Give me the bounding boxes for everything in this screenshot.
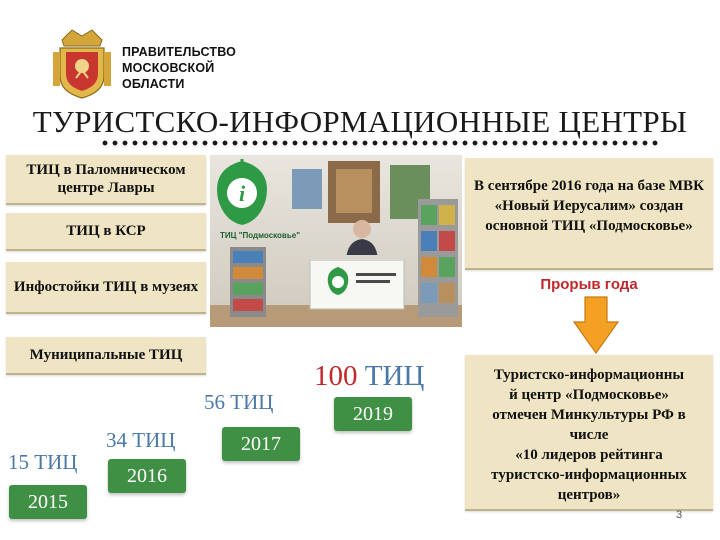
- count-2015: 15 ТИЦ: [8, 450, 78, 474]
- count-2017: 56 ТИЦ: [204, 390, 274, 414]
- sign-info-letter: i: [238, 181, 246, 206]
- page-title: ТУРИСТСКО-ИНФОРМАЦИОННЫЕ ЦЕНТРЫ: [32, 104, 688, 139]
- year-badge-2019: 2019: [334, 397, 412, 431]
- info-box-ranking: [465, 355, 713, 511]
- ranking-line: Туристско-информационны: [493, 367, 685, 383]
- ranking-line: числе: [569, 427, 609, 443]
- info-center-photo: [210, 155, 462, 327]
- ranking-line: й центр «Подмосковье»: [509, 387, 669, 403]
- title-dotted-divider: [100, 140, 660, 146]
- count-2019-number: 100: [314, 360, 358, 392]
- down-arrow-icon: [573, 296, 619, 354]
- highlight-label: Прорыв года: [540, 276, 638, 293]
- year-badge-2016: 2016: [108, 459, 186, 493]
- tile-lavra-center: ТИЦ в Паломническом центре Лавры: [6, 155, 206, 205]
- count-2019: [314, 360, 424, 393]
- page-number: 3: [676, 509, 683, 521]
- ranking-line: отмечен Минкультуры РФ в: [492, 407, 686, 423]
- info-box-new-center: В сентябре 2016 года на базе МВК «Новый Иерусалим» создан основной ТИЦ «Подмосковье»: [465, 158, 713, 270]
- organization-name: [122, 44, 252, 92]
- year-badge-2017: 2017: [222, 427, 300, 461]
- sign-label: ТИЦ "Подмосковье": [220, 231, 301, 240]
- ranking-line: центров»: [557, 487, 621, 503]
- year-badge-2015: 2015: [9, 485, 87, 519]
- tile-municipal-centers: Муниципальные ТИЦ: [6, 337, 206, 375]
- org-line: ПРАВИТЕЛЬСТВО: [122, 45, 237, 59]
- tile-ksr-center: ТИЦ в КСР: [6, 213, 206, 251]
- org-line: ОБЛАСТИ: [122, 77, 185, 91]
- ranking-line: туристско-информационных: [491, 467, 687, 483]
- org-line: МОСКОВСКОЙ: [122, 61, 215, 75]
- tile-museum-kiosks: Инфостойки ТИЦ в музеях: [6, 262, 206, 314]
- count-2019-unit: ТИЦ: [357, 360, 425, 392]
- count-2016: 34 ТИЦ: [106, 428, 176, 452]
- ranking-line: «10 лидеров рейтинга: [515, 447, 663, 463]
- coat-of-arms-emblem: [52, 26, 112, 100]
